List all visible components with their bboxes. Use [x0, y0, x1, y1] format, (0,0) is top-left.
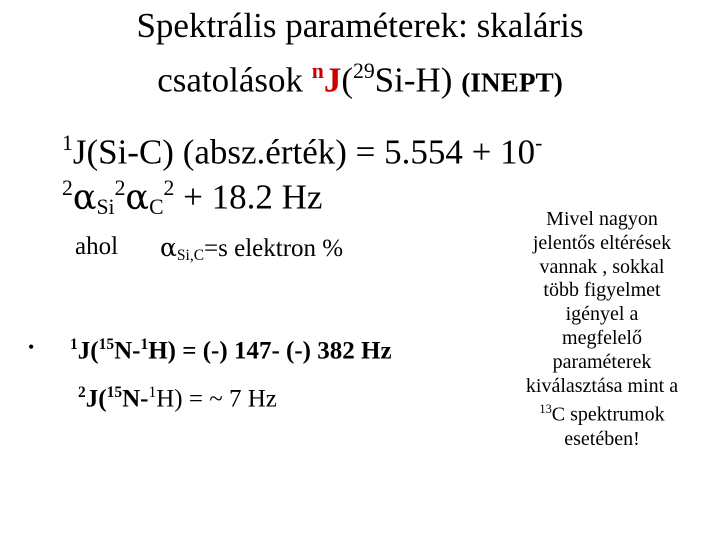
- formula-sub-si: Si: [96, 194, 115, 219]
- definition-ahol: ahol: [75, 233, 119, 260]
- alpha-symbol: α: [160, 233, 177, 262]
- formula-sup-2b: 2: [114, 176, 126, 200]
- bullet-icon: •: [28, 337, 35, 357]
- definition-alpha: [160, 233, 343, 265]
- note-line: kiválasztása mint a: [525, 374, 679, 397]
- nh1-j: J(: [77, 337, 99, 365]
- note-line: igényel a: [565, 303, 639, 326]
- nh2-mass1: 1: [148, 384, 157, 401]
- slide-title-line1: Spektrális paraméterek: skaláris: [136, 6, 584, 45]
- note-c13-mass: 13: [539, 402, 552, 417]
- note-line: esetében!: [564, 427, 640, 450]
- alpha-symbol: α: [125, 177, 150, 218]
- nh2-mass15: 15: [106, 384, 123, 401]
- note-line: paraméterek: [552, 350, 652, 373]
- formula-sup-1: 1: [62, 131, 73, 155]
- note-line: vannak , sokkal: [539, 255, 665, 278]
- title-inept: (INEPT): [461, 67, 563, 98]
- title-si-h: Si-H): [374, 60, 462, 100]
- slide-title-line2: [0, 52, 720, 101]
- formula-sup-2a: 2: [62, 176, 73, 200]
- note-line: jelentős eltérések: [532, 231, 672, 254]
- nh2-h: H) = ~ 7 Hz: [156, 385, 277, 413]
- alpha-symbol: α: [72, 177, 97, 218]
- nh2-j: J(: [85, 385, 107, 413]
- nh-coupling-one-bond: [70, 336, 392, 366]
- title-paren: (: [341, 60, 353, 100]
- title-n-superscript: n: [311, 59, 324, 83]
- formula-sup-2c: 2: [163, 176, 175, 200]
- formula-text-1: J(Si-C) (absz.érték) = 5.554 + 10: [72, 132, 536, 172]
- title-j-symbol: J: [323, 60, 342, 100]
- formula-sub-c: C: [149, 194, 164, 219]
- note-line: megfelelő: [562, 326, 642, 349]
- title-prefix: csatolások: [157, 60, 312, 100]
- nh1-sup: 1: [70, 336, 78, 353]
- note-c13-rest: C spektrumok: [551, 404, 665, 427]
- nh1-mass1: 1: [140, 336, 149, 353]
- note-line: Mivel nagyon: [546, 208, 658, 230]
- formula-exp-minus: -: [535, 131, 543, 155]
- nh-coupling-two-bond: [78, 384, 277, 414]
- formula-line2: [62, 168, 322, 227]
- definition-rest: =s elektron %: [204, 235, 344, 262]
- nh1-h: H) = (-) 147- (-) 382 Hz: [148, 337, 392, 365]
- note-line: több figyelmet: [543, 279, 661, 302]
- note-line: [502, 398, 702, 427]
- nh1-mass15: 15: [98, 336, 115, 353]
- side-note: [502, 208, 702, 452]
- formula-line1: [62, 123, 542, 172]
- formula-rest: + 18.2 Hz: [174, 177, 323, 217]
- nh2-n: N-: [122, 385, 149, 413]
- title-si-mass: 29: [352, 59, 375, 83]
- nh2-sup: 2: [78, 384, 86, 401]
- definition-sub: Si,C: [176, 246, 205, 264]
- nh1-n: N-: [114, 337, 141, 365]
